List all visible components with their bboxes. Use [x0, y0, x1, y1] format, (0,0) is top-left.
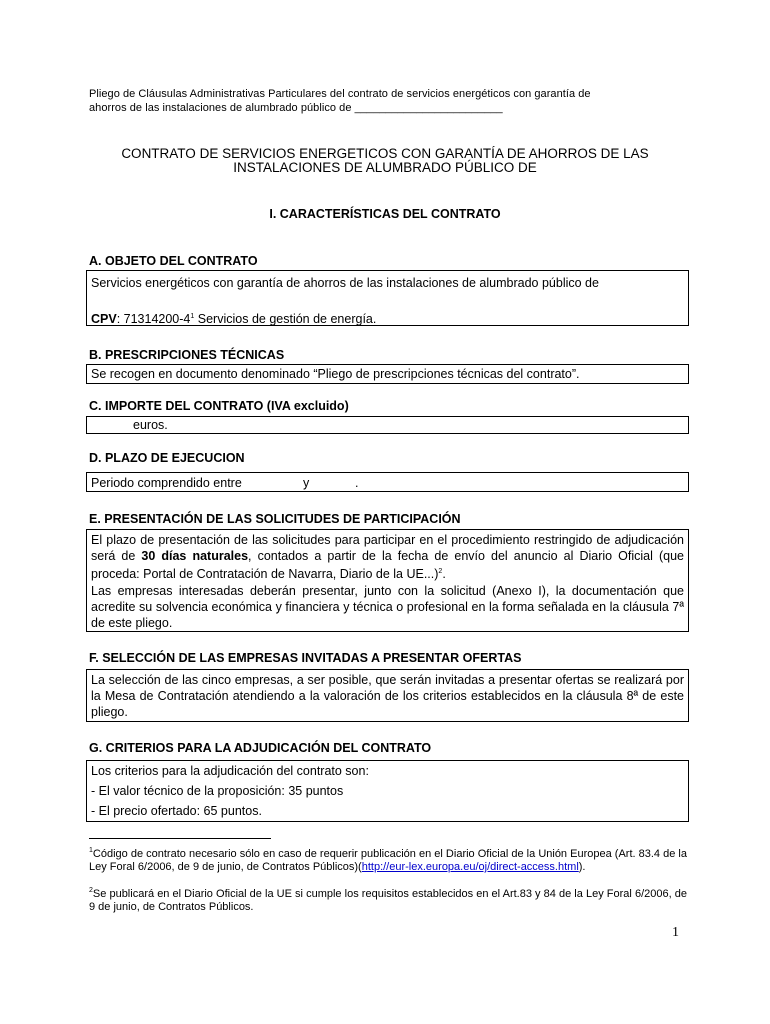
cpv-description: Servicios de gestión de energía.: [194, 312, 377, 326]
section-b-title: B. PRESCRIPCIONES TÉCNICAS: [89, 348, 285, 362]
section-heading: I. CARACTERÍSTICAS DEL CONTRATO: [269, 207, 501, 221]
footnote-separator: [89, 838, 271, 839]
page-number: 1: [672, 925, 679, 940]
contract-title-line-2: INSTALACIONES DE ALUMBRADO PÚBLICO DE: [233, 160, 537, 175]
section-a-box: [86, 270, 689, 326]
section-d-end: .: [355, 476, 359, 490]
section-f-paragraph: La selección de las cinco empresas, a ser posible, que serán invitadas a presentar ofertas se realizará por la Mesa de Contratación atendiendo a la valoración de los criterios establecidos en la cláusula 8ª de este pliego.: [91, 673, 684, 719]
footnote-1-number: 1: [89, 847, 93, 854]
section-a-line-1: Servicios energéticos con garantía de ahorros de las instalaciones de alumbrado público de: [91, 276, 599, 290]
section-g-criterion-technical: - El valor técnico de la proposición: 35 puntos: [91, 784, 344, 798]
section-e-title: E. PRESENTACIÓN DE LAS SOLICITUDES DE PARTICIPACIÓN: [89, 512, 461, 526]
footnote-2: [89, 884, 687, 914]
footnote-ref-2[interactable]: 2: [438, 568, 443, 575]
section-f-title: F. SELECCIÓN DE LAS EMPRESAS INVITADAS A PRESENTAR OFERTAS: [89, 651, 522, 665]
section-d-box: [86, 472, 689, 492]
section-g-line-1: Los criterios para la adjudicación del contrato son:: [91, 764, 369, 778]
cpv-code: : 71314200-4: [116, 312, 191, 326]
section-c-amount-unit: euros.: [133, 418, 168, 432]
section-e-p1-text-2: , contados a partir de la fecha de envío del anuncio al Diario Oficial (que proceda: Portal de Contratación de Navarra, Diario de la UE...): [91, 549, 684, 581]
footnote-1: [89, 844, 687, 874]
document-header-line-2: ahorros de las instalaciones de alumbrado público de ________________________: [89, 102, 503, 114]
section-c-box: [86, 416, 689, 434]
footnote-1-text: Código de contrato necesario sólo en caso de requerir publicación en el Diario Oficial de la Unión Europea (Art. 83.4 de la Ley Foral 6/2006, de 9 de junio, de Contratos Públicos)(: [89, 848, 687, 873]
section-e-paragraph-2: Las empresas interesadas deberán presentar, junto con la solicitud (Anexo I), la documentación que acredite su solvencia económica y financiera y técnica o profesional en la forma señalada en la cláusula 7ª de este pliego.: [91, 584, 684, 630]
section-e-paragraph-1: [91, 532, 684, 582]
section-g-criterion-price: - El precio ofertado: 65 puntos.: [91, 804, 262, 818]
section-d-title: D. PLAZO DE EJECUCION: [89, 451, 245, 465]
section-d-conjunction: y: [303, 476, 310, 490]
section-g-box: [86, 760, 689, 822]
section-f-box: [86, 669, 689, 722]
section-e-p1-bold: 30 días naturales: [141, 549, 249, 563]
footnote-ref-1[interactable]: 1: [190, 313, 195, 320]
cpv-label: CPV: [91, 312, 117, 326]
section-d-prefix: Periodo comprendido entre: [91, 476, 242, 490]
section-b-box: [86, 364, 689, 384]
section-g-title: G. CRITERIOS PARA LA ADJUDICACIÓN DEL CONTRATO: [89, 741, 432, 755]
section-a-cpv-line: [91, 309, 376, 327]
document-header-line-1: Pliego de Cláusulas Administrativas Particulares del contrato de servicios energéticos con garantía de: [89, 88, 591, 100]
footnote-1-end: ).: [578, 861, 586, 873]
contract-title-line-1: CONTRATO DE SERVICIOS ENERGETICOS CON GARANTÍA DE AHORROS DE LAS: [121, 146, 649, 161]
section-a-title: A. OBJETO DEL CONTRATO: [89, 254, 258, 268]
footnote-2-number: 2: [89, 887, 93, 894]
footnote-2-text: Se publicará en el Diario Oficial de la UE si cumple los requisitos establecidos en el Art.83 y 84 de la Ley Foral 6/2006, de 9 de junio, de Contratos Públicos.: [89, 888, 687, 913]
section-b-line-1: Se recogen en documento denominado “Pliego de prescripciones técnicas del contrato”.: [91, 367, 580, 381]
section-e-p1-end: .: [442, 567, 446, 581]
section-e-p1-text: El plazo de presentación de las solicitudes para participar en el procedimiento restringido de adjudicación será de: [91, 533, 684, 563]
section-c-title: C. IMPORTE DEL CONTRATO (IVA excluido): [89, 399, 349, 413]
section-e-box: [86, 529, 689, 632]
footnote-1-link[interactable]: http://eur-lex.europa.eu/oj/direct-access.html: [361, 861, 579, 873]
